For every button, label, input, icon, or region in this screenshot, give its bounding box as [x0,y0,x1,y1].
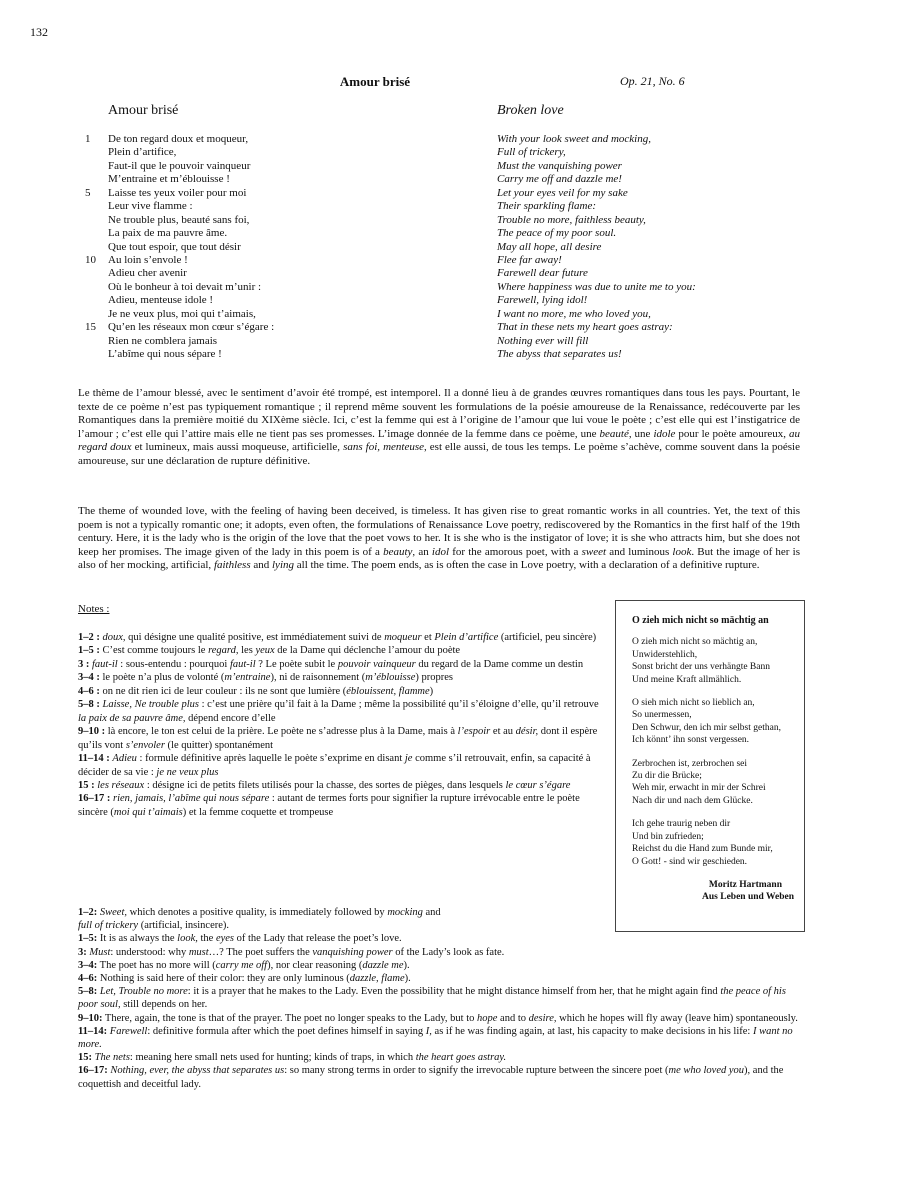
text-run: dazzle, flame [349,973,405,985]
text-run: 16–17: [78,1065,108,1077]
text-run: Let, Trouble no more [99,986,188,998]
poem-line-en: I want no more, me who loved you, [497,307,651,320]
poem-line-en: That in these nets my heart goes astray: [497,321,673,334]
text-run: Nothing is said here of their color: they are only luminous ( [97,973,350,985]
text-run: pouvoir vainqueur [337,658,416,670]
german-line: Sonst bricht der uns verhängte Bann [632,662,770,673]
german-stanza [632,758,794,808]
german-poem-box [615,600,805,932]
text-run: regard, [208,645,239,657]
text-run: et [421,632,435,643]
text-run: still depends on her. [120,999,208,1011]
text-run: idole [653,427,676,440]
poem-line-text: Ne trouble plus, beauté sans foi, [108,213,250,226]
text-run: ) [429,685,434,697]
text-run: the [197,933,216,945]
text-run: ? Le poète subit le [255,658,338,670]
text-run: carry me off [215,959,268,971]
text-run: : understood: why [110,946,189,958]
text-run: 9–10: [78,1012,103,1024]
text-run: Must [89,946,111,958]
text-run: on ne dit rien ici de leur couleur : ils ne sont que lumière ( [99,685,347,697]
text-run: Nothing, ever, the abyss that separates us [110,1065,285,1077]
text-run: le poète n’a plus de volonté ( [99,672,225,684]
text-run: which denotes a positive quality, is immediately followed by [127,907,388,918]
poem-line-en: Trouble no more, faithless beauty, [497,213,646,226]
text-run: l’espoir [457,726,491,738]
poem-line-text: Adieu, menteuse idole ! [108,294,214,307]
text-run: the peace of his poor soul, [78,986,786,1011]
text-run: yeux [255,645,275,657]
note-fr [78,671,608,684]
text-run: The theme of wounded love, with the feeling of having been deceived, is timeless. It has given rise to great romantic works in all countries. Yet, the text of this poem is not a typically romantic one; it adopts, even often, the formulations of Renaissance Love poetry, rediscovered by the Romantics in the first half of the 19th century. Here, it is the lady who is the origin of the love that the poet vows to her. It is she who is the instigator of love; it is she who attracts him, but she does not keep her promises. The image given of the lady in this poem is of a [78,505,800,558]
german-line: O Gott! - sind wir geschieden. [632,856,748,867]
text-run: 1–2 : [78,632,100,643]
note-fr [78,779,608,792]
text-run: (artificiel, peu sincère) [498,632,597,643]
text-run: ). [404,973,411,985]
text-run: sweet [581,545,607,558]
note-en [78,932,800,945]
german-line: Den Schwur, den ich mir selbst gethan, [632,722,781,733]
text-run: Plein d’artifice [434,632,499,643]
text-run: , une [628,427,654,440]
text-run: 15: [78,1052,92,1064]
text-run: : it is a prayer that he makes to the Lady. Even the possibility that he might distance himself from her, that he might again find [187,986,721,998]
text-run: : sous-entendu : pourquoi [117,658,230,670]
text-run: 3–4 : [78,672,100,684]
text-run: le cœur s’égare [505,779,571,791]
german-poem-stanzas [632,636,794,868]
text-run: ), and the coquettish and deceitful lady. [78,1065,784,1090]
text-run: which he hopes will fly away (leave him) spontaneously. [556,1012,798,1024]
note-en [78,1012,800,1025]
german-poem-author: Moritz Hartmann [708,879,782,890]
text-run: idol [431,545,450,558]
text-run: 3–4: [78,959,98,971]
german-poem-title: O zieh mich nicht so mächtig an [632,615,769,626]
text-run: I, [425,1025,432,1037]
text-run: lying [272,559,294,572]
poem-line-text: Qu’en les réseaux mon cœur s’égare : [108,321,275,334]
poem-line-text: Leur vive flamme : [108,200,193,213]
text-run: 11–14: [78,1025,108,1037]
text-run: mocking [387,907,423,918]
text-run: Adieu [112,753,137,765]
german-line: Reichst du die Hand zum Bunde mir, [632,844,773,855]
text-run: la paix de sa pauvre âme, [78,712,186,724]
text-run: m’entraine [224,672,271,684]
text-run: : désigne ici de petits filets utilisés pour la chasse, des sortes de pièges, dans lesquels [144,779,506,791]
text-run: rien, jamais, l’abîme qui nous sépare [113,793,270,805]
text-run: of the Lady’s look as fate. [392,946,505,958]
text-run: 16–17 : [78,793,111,805]
note-fr [78,698,608,725]
text-run: les [238,645,256,657]
text-run: me who loved you [668,1065,745,1077]
text-run: désir, [515,726,539,738]
text-run: là encore, le ton est celui de la prière. Le poète ne s’adresse plus à la Dame, mais à [105,726,458,738]
poem-line-en: With your look sweet and mocking, [497,133,651,145]
text-run: and luminous [606,545,673,558]
text-run: as if he was finding again, at last, his capacity to make decisions in his life: [431,1025,753,1037]
poem-line-en: Flee far away! [497,253,562,266]
text-run: 3: [78,946,87,958]
text-run: 3 : [78,658,90,670]
text-run: 4–6 : [78,685,100,697]
poem-title-french: Amour brisé [108,103,179,118]
text-run: and [422,907,441,918]
text-run: qui désigne une qualité positive, est immédiatement suivi de [125,632,385,643]
text-run: : formule définitive après laquelle le poète s’exprime en disant [136,753,405,765]
poem-line-text: Au loin s’envole ! [108,253,188,266]
text-run: dont il espère qu’ils vont [78,726,598,751]
notes-french [78,631,608,819]
text-run: ), ni de raisonnement ( [270,672,366,684]
note-en [78,959,800,972]
text-run: 5–8: [78,986,98,998]
text-run: et lumineux, mais aussi moqueuse, artificielle, [131,441,344,454]
german-stanza [632,697,794,747]
text-run: and to [497,1012,529,1024]
text-run: ), nor clear reasoning ( [267,959,363,971]
text-run: 1–5: [78,933,98,945]
german-line: O sieh mich nicht so lieblich an, [632,698,755,709]
text-run: beauté [599,427,629,440]
note-fr [78,631,608,644]
poem-line-en: Farewell dear future [497,267,588,280]
poem-line-en: Full of trickery, [497,146,566,159]
note-en [78,1051,800,1064]
text-run: dépend encore d’elle [185,712,276,724]
text-run: 1–5 : [78,645,100,657]
line-number: 1 [85,133,91,145]
german-line: Nach dir und nach dem Glücke. [632,795,753,806]
text-run: eyes [215,933,235,945]
text-run: doux, [102,632,126,643]
text-run: au regard doux [78,427,800,454]
poem-line-en: The abyss that separates us! [497,348,622,360]
poem-line-text: Adieu cher avenir [108,267,187,280]
line-number: 10 [85,253,96,266]
text-run: desire, [528,1012,557,1024]
note-fr [78,658,608,671]
poem-line-text: Plein d’artifice, [108,146,177,159]
text-run: C’est comme toujours le [99,645,209,657]
text-run: …? The poet suffers the [208,946,313,958]
poem-line-text: Laisse tes yeux voiler pour moi [108,186,247,199]
text-run: There, again, the tone is that of the prayer. The poet no longer speaks to the Lady, but to [102,1012,477,1024]
poem-line-en: Must the vanquishing power [497,159,622,172]
text-run: the heart goes astray. [415,1052,507,1064]
note-en [78,946,800,959]
text-run: , est elle aussi, de tous les temps. Le poème s’achève, comme souvent dans la poésie amoureuse, sur une déclaration de rupture définitive. [78,441,800,467]
text-run: 5–8 : [78,699,100,711]
text-run: look, [177,933,198,945]
poem-line-en: Let your eyes veil for my sake [497,186,628,199]
poem-line-text: Faut-il que le pouvoir vainqueur [108,159,251,172]
text-run: : so many strong terms in order to signify the irrevocable rupture between the sincere poet ( [284,1065,669,1077]
song-title: Amour brisé [339,74,411,89]
text-run: faithless [213,559,251,572]
text-run: ). [403,959,410,971]
note-en [78,1025,800,1051]
text-run: moi qui t’aimais [113,806,183,818]
text-run: je ne veux plus [156,766,219,778]
poem-title-english: Broken love [497,103,564,118]
german-line: Zu dir die Brücke; [632,771,702,782]
german-line: Weh mir, erwacht in mir der Schrei [632,783,766,794]
text-run: 4–6: [78,973,98,985]
text-run: beauty [383,545,413,558]
text-run: faut-il [92,658,118,670]
text-run: dazzle me [362,959,404,971]
text-run: I want no more. [78,1025,793,1051]
poem-line-en: Carry me off and dazzle me! [497,173,622,186]
text-run: faut-il [229,658,256,670]
text-run: 9–10 : [78,726,106,738]
note-fr [78,685,608,698]
text-run: of the Lady that release the poet’s love. [234,933,402,945]
opus-number: Op. 21, No. 6 [620,74,685,88]
text-run: m’éblouisse [365,672,416,684]
text-run: 1–2: [78,907,98,918]
poem-line-en: May all hope, all desire [497,240,602,253]
poem-line-en: Where happiness was due to unite me to you: [497,280,696,293]
text-run: for the amorous poet, with a [449,545,582,558]
text-run: pour le poète amoureux, [675,427,789,440]
german-stanza [632,818,794,868]
text-run: ) propres [415,672,454,684]
text-run: must [188,946,209,958]
german-line: Und bin zufrieden; [632,831,704,842]
text-run: : definitive formula after which the poet defines himself in saying [147,1025,426,1037]
text-run: : meaning here small nets used for hunting; kinds of traps, in which [129,1052,416,1064]
commentary-french [78,387,800,469]
poem-line-text: Je ne veux plus, moi qui t’aimais, [108,307,256,320]
german-stanza [632,636,794,686]
text-run: (artificial, insincere). [138,920,230,932]
text-run: 11–14 : [78,753,110,765]
german-line: Und meine Kraft allmählich. [632,674,742,685]
text-run: vanquishing power [312,946,393,958]
poem-line-text: La paix de ma pauvre âme. [108,227,228,240]
text-run: ) et la femme coquette et trompeuse [182,806,334,818]
text-run: all the time. The poem ends, as is often the case in Love poetry, with a declaration of a definitive rupture. [294,559,760,572]
note-en [78,1064,800,1090]
note-fr [78,644,608,657]
text-run: sans foi, menteuse [343,441,425,454]
poem-english [497,133,696,361]
text-run: . But the image of her is also of her mocking, artificial, [78,545,800,572]
text-run: and [250,559,272,572]
note-fr [78,752,608,779]
poem-line-text: L’abîme qui nous sépare ! [108,348,222,360]
text-run: full of trickery [78,920,139,932]
text-run: , an [412,545,432,558]
text-run: Sweet, [99,907,127,918]
german-line: O zieh mich nicht so mächtig an, [632,637,758,648]
text-run: éblouissent, flamme [346,685,430,697]
text-run: Laisse, Ne trouble plus [102,699,199,711]
text-run: s’envoler [125,739,165,751]
text-run: du regard de la Dame comme un destin [415,658,584,670]
poem-line-text: Rien ne comblera jamais [108,334,218,347]
text-run: The poet has no more will ( [97,959,216,971]
text-run: It is as always the [97,933,178,945]
text-run: comme s’il retrouvait, enfin, sa capacité à décider de sa vie : [78,753,591,778]
note-fr [78,725,608,752]
poem-line-text: Que tout espoir, que tout désir [108,240,241,253]
poem-line-text: De ton regard doux et moqueur, [108,133,249,145]
text-run: de la Dame qui déclenche l’amour du poète [274,645,461,657]
text-run: les réseaux [97,779,145,791]
german-line: Ich gehe traurig neben dir [632,819,731,830]
text-run: : autant de termes forts pour signifier la rupture irrévocable entre le poète sincère ( [78,793,580,818]
text-run: 15 : [78,779,95,791]
text-run: (le quitter) spontanément [164,739,274,751]
notes-english [78,906,800,1091]
text-run: hope [477,1012,498,1024]
text-run: Farewell [109,1025,148,1037]
german-line: So unermessen, [632,710,692,721]
line-number: 15 [85,321,96,334]
german-poem-source: Aus Leben und Weben [702,892,794,903]
poem-line-en: The peace of my poor soul. [497,227,617,240]
note-en [78,985,800,1011]
german-line: Ich könnt’ ihn sonst vergessen. [632,735,750,746]
text-run: : c’est une prière qu’il fait à la Dame ; même la possibilité qu’il s’éloigne d’elle, qu’il retrouve [198,699,599,711]
text-run: moqueur [384,632,422,643]
text-run: The nets [94,1052,130,1064]
commentary-english [78,505,800,573]
text-run: et au [490,726,516,738]
german-line: Zerbrochen ist, zerbrochen sei [632,758,748,769]
note-en [78,972,800,985]
text-run: je [404,753,413,765]
poem-line-text: M’entraine et m’éblouisse ! [108,173,230,186]
poem-line-en: Farewell, lying idol! [497,294,588,307]
text-run: Le thème de l’amour blessé, avec le sentiment d’avoir été trompé, est intemporel. Il a donné lieu à de grandes œuvres romantiques dans tous les pays. Pourtant, le texte de ce poème n’est pas typiquement romantique ; il reprend même souvent les formulations de la poésie amoureuse de la Renaissance, redécouverte par les Romantiques dans la première moitié du XIXème siècle. Ici, c’est la femme qui est à l’origine de l’amour que lui voue le poète ; c’est elle qui est l’instigatrice de l’amour ; c’est elle qui l’attire mais elle ne tient pas ses promesses. L’image donnée de la femme dans ce poème, une [78,387,800,440]
poem-line-en: Their sparkling flame: [497,200,596,213]
line-number: 5 [85,186,91,199]
poem-line-text: Où le bonheur à toi devait m’unir : [108,280,262,293]
poem-line-en: Nothing ever will fill [497,334,589,347]
note-fr [78,792,608,819]
text-run: look [672,545,692,558]
page-number: 132 [30,25,48,39]
notes-heading: Notes : [78,603,110,615]
german-line: Unwiderstehlich, [632,649,698,660]
